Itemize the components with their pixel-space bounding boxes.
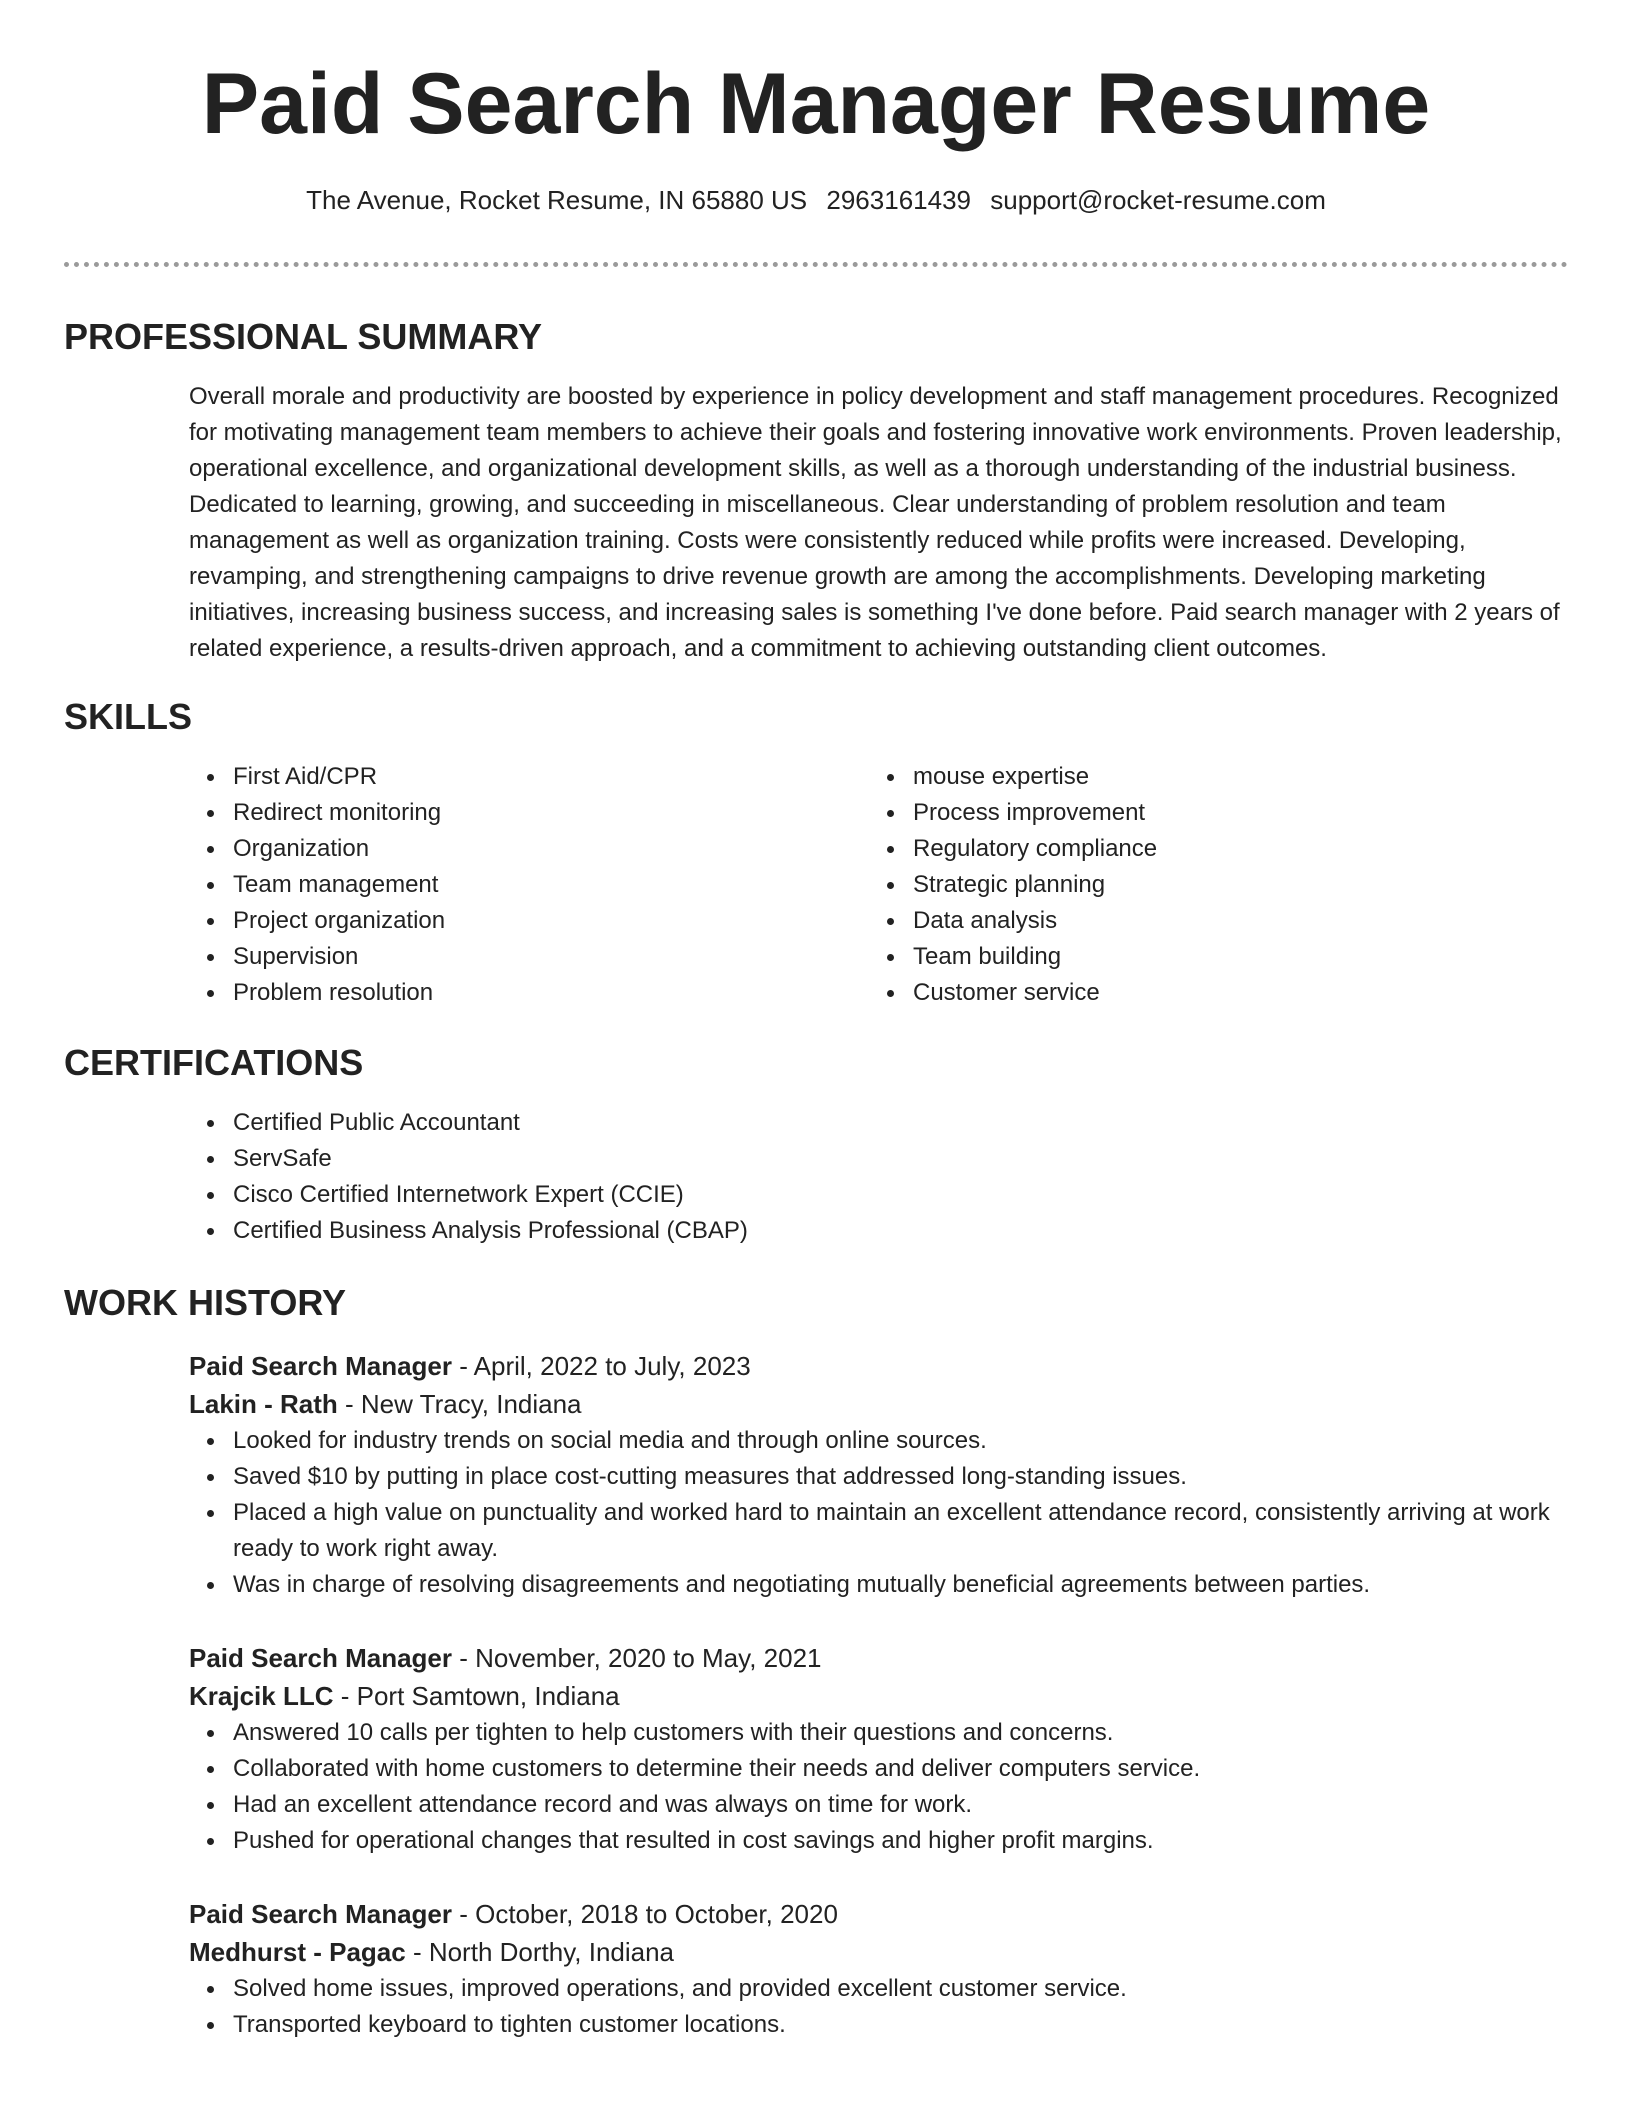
job-company: Medhurst - Pagac xyxy=(189,1937,406,1967)
job-dates: - April, 2022 to July, 2023 xyxy=(452,1351,751,1381)
job-title: Paid Search Manager xyxy=(189,1351,452,1381)
job-location: - Port Samtown, Indiana xyxy=(333,1681,620,1711)
job-duty-item: Had an excellent attendance record and was always on time for work. xyxy=(233,1787,1568,1823)
skill-item: Process improvement xyxy=(913,795,1549,831)
skill-item: Team building xyxy=(913,939,1549,975)
work-history-heading: WORK HISTORY xyxy=(64,1282,347,1323)
resume-title: Paid Search Manager Resume xyxy=(201,56,1431,152)
skill-item: First Aid/CPR xyxy=(233,759,869,795)
skill-item: Redirect monitoring xyxy=(233,795,869,831)
job-duty-item: Solved home issues, improved operations, and provided excellent customer service. xyxy=(233,1971,1568,2007)
contact-address: The Avenue, Rocket Resume, IN 65880 US xyxy=(306,185,808,215)
job-entry xyxy=(189,1347,1568,1603)
skill-item: Problem resolution xyxy=(233,975,869,1011)
job-company: Lakin - Rath xyxy=(189,1389,338,1419)
work-history-section xyxy=(64,1281,1568,2043)
job-title: Paid Search Manager xyxy=(189,1643,452,1673)
professional-summary-section xyxy=(64,315,1568,667)
skills-grid xyxy=(189,759,1568,1011)
contact-line xyxy=(64,182,1568,218)
skill-item: Regulatory compliance xyxy=(913,831,1549,867)
certifications-section xyxy=(64,1041,1568,1249)
skill-item: Team management xyxy=(233,867,869,903)
skills-column-right xyxy=(869,759,1549,1011)
job-entry xyxy=(189,1895,1568,2043)
job-duty-item: Saved $10 by putting in place cost-cutting measures that addressed long-standing issues. xyxy=(233,1459,1568,1495)
header-divider xyxy=(64,262,1568,267)
job-dates: - October, 2018 to October, 2020 xyxy=(452,1899,838,1929)
skill-item: Strategic planning xyxy=(913,867,1549,903)
job-title: Paid Search Manager xyxy=(189,1899,452,1929)
job-company: Krajcik LLC xyxy=(189,1681,334,1711)
job-title-line xyxy=(189,1895,1568,1933)
job-duty-item: Transported keyboard to tighten customer locations. xyxy=(233,2007,1568,2043)
skill-item: Customer service xyxy=(913,975,1549,1011)
job-company-line xyxy=(189,1933,1568,1971)
certification-item: ServSafe xyxy=(233,1141,1568,1177)
job-company-line xyxy=(189,1385,1568,1423)
job-dates: - November, 2020 to May, 2021 xyxy=(452,1643,822,1673)
contact-phone: 2963161439 xyxy=(826,185,971,215)
job-duties xyxy=(189,1971,1568,2043)
certification-item: Certified Public Accountant xyxy=(233,1105,1568,1141)
job-duties xyxy=(189,1423,1568,1603)
professional-summary-text: Overall morale and productivity are boosted by experience in policy development and staff management procedures. Recognized for motivating management team members to achieve their goals and fostering innovative work environments. Proven leadership, operational excellence, and organizational development skills, as well as a thorough understanding of the industrial business. Dedicated to learning, growing, and succeeding in miscellaneous. Clear understanding of problem resolution and team management as well as organization training. Costs were consistently reduced while profits were increased. Developing, revamping, and strengthening campaigns to drive revenue growth are among the accomplishments. Developing marketing initiatives, increasing business success, and increasing sales is something I've done before. Paid search manager with 2 years of related experience, a results-driven approach, and a commitment to achieving outstanding client outcomes. xyxy=(189,383,1562,662)
job-duty-item: Answered 10 calls per tighten to help customers with their questions and concerns. xyxy=(233,1715,1568,1751)
job-location: - New Tracy, Indiana xyxy=(337,1389,582,1419)
professional-summary-heading: PROFESSIONAL SUMMARY xyxy=(64,316,543,357)
skill-item: Supervision xyxy=(233,939,869,975)
job-title-line xyxy=(189,1639,1568,1677)
certification-item: Cisco Certified Internetwork Expert (CCIE) xyxy=(233,1177,1568,1213)
skill-item: Organization xyxy=(233,831,869,867)
job-duties xyxy=(189,1715,1568,1859)
skill-item: Project organization xyxy=(233,903,869,939)
skills-heading: SKILLS xyxy=(64,696,193,737)
skill-item: mouse expertise xyxy=(913,759,1549,795)
job-company-line xyxy=(189,1677,1568,1715)
job-duty-item: Collaborated with home customers to determine their needs and deliver computers service. xyxy=(233,1751,1568,1787)
skills-section xyxy=(64,695,1568,1011)
contact-email: support@rocket-resume.com xyxy=(990,185,1326,215)
job-duty-item: Was in charge of resolving disagreements and negotiating mutually beneficial agreements between parties. xyxy=(233,1567,1568,1603)
job-location: - North Dorthy, Indiana xyxy=(405,1937,675,1967)
certifications-list xyxy=(189,1105,1568,1249)
job-entry xyxy=(189,1639,1568,1859)
skill-item: Data analysis xyxy=(913,903,1549,939)
job-duty-item: Placed a high value on punctuality and worked hard to maintain an excellent attendance record, consistently arriving at work ready to work right away. xyxy=(233,1495,1568,1567)
skills-column-left xyxy=(189,759,869,1011)
job-duty-item: Pushed for operational changes that resulted in cost savings and higher profit margins. xyxy=(233,1823,1568,1859)
certification-item: Certified Business Analysis Professional (CBAP) xyxy=(233,1213,1568,1249)
job-duty-item: Looked for industry trends on social media and through online sources. xyxy=(233,1423,1568,1459)
job-title-line xyxy=(189,1347,1568,1385)
certifications-heading: CERTIFICATIONS xyxy=(64,1042,364,1083)
